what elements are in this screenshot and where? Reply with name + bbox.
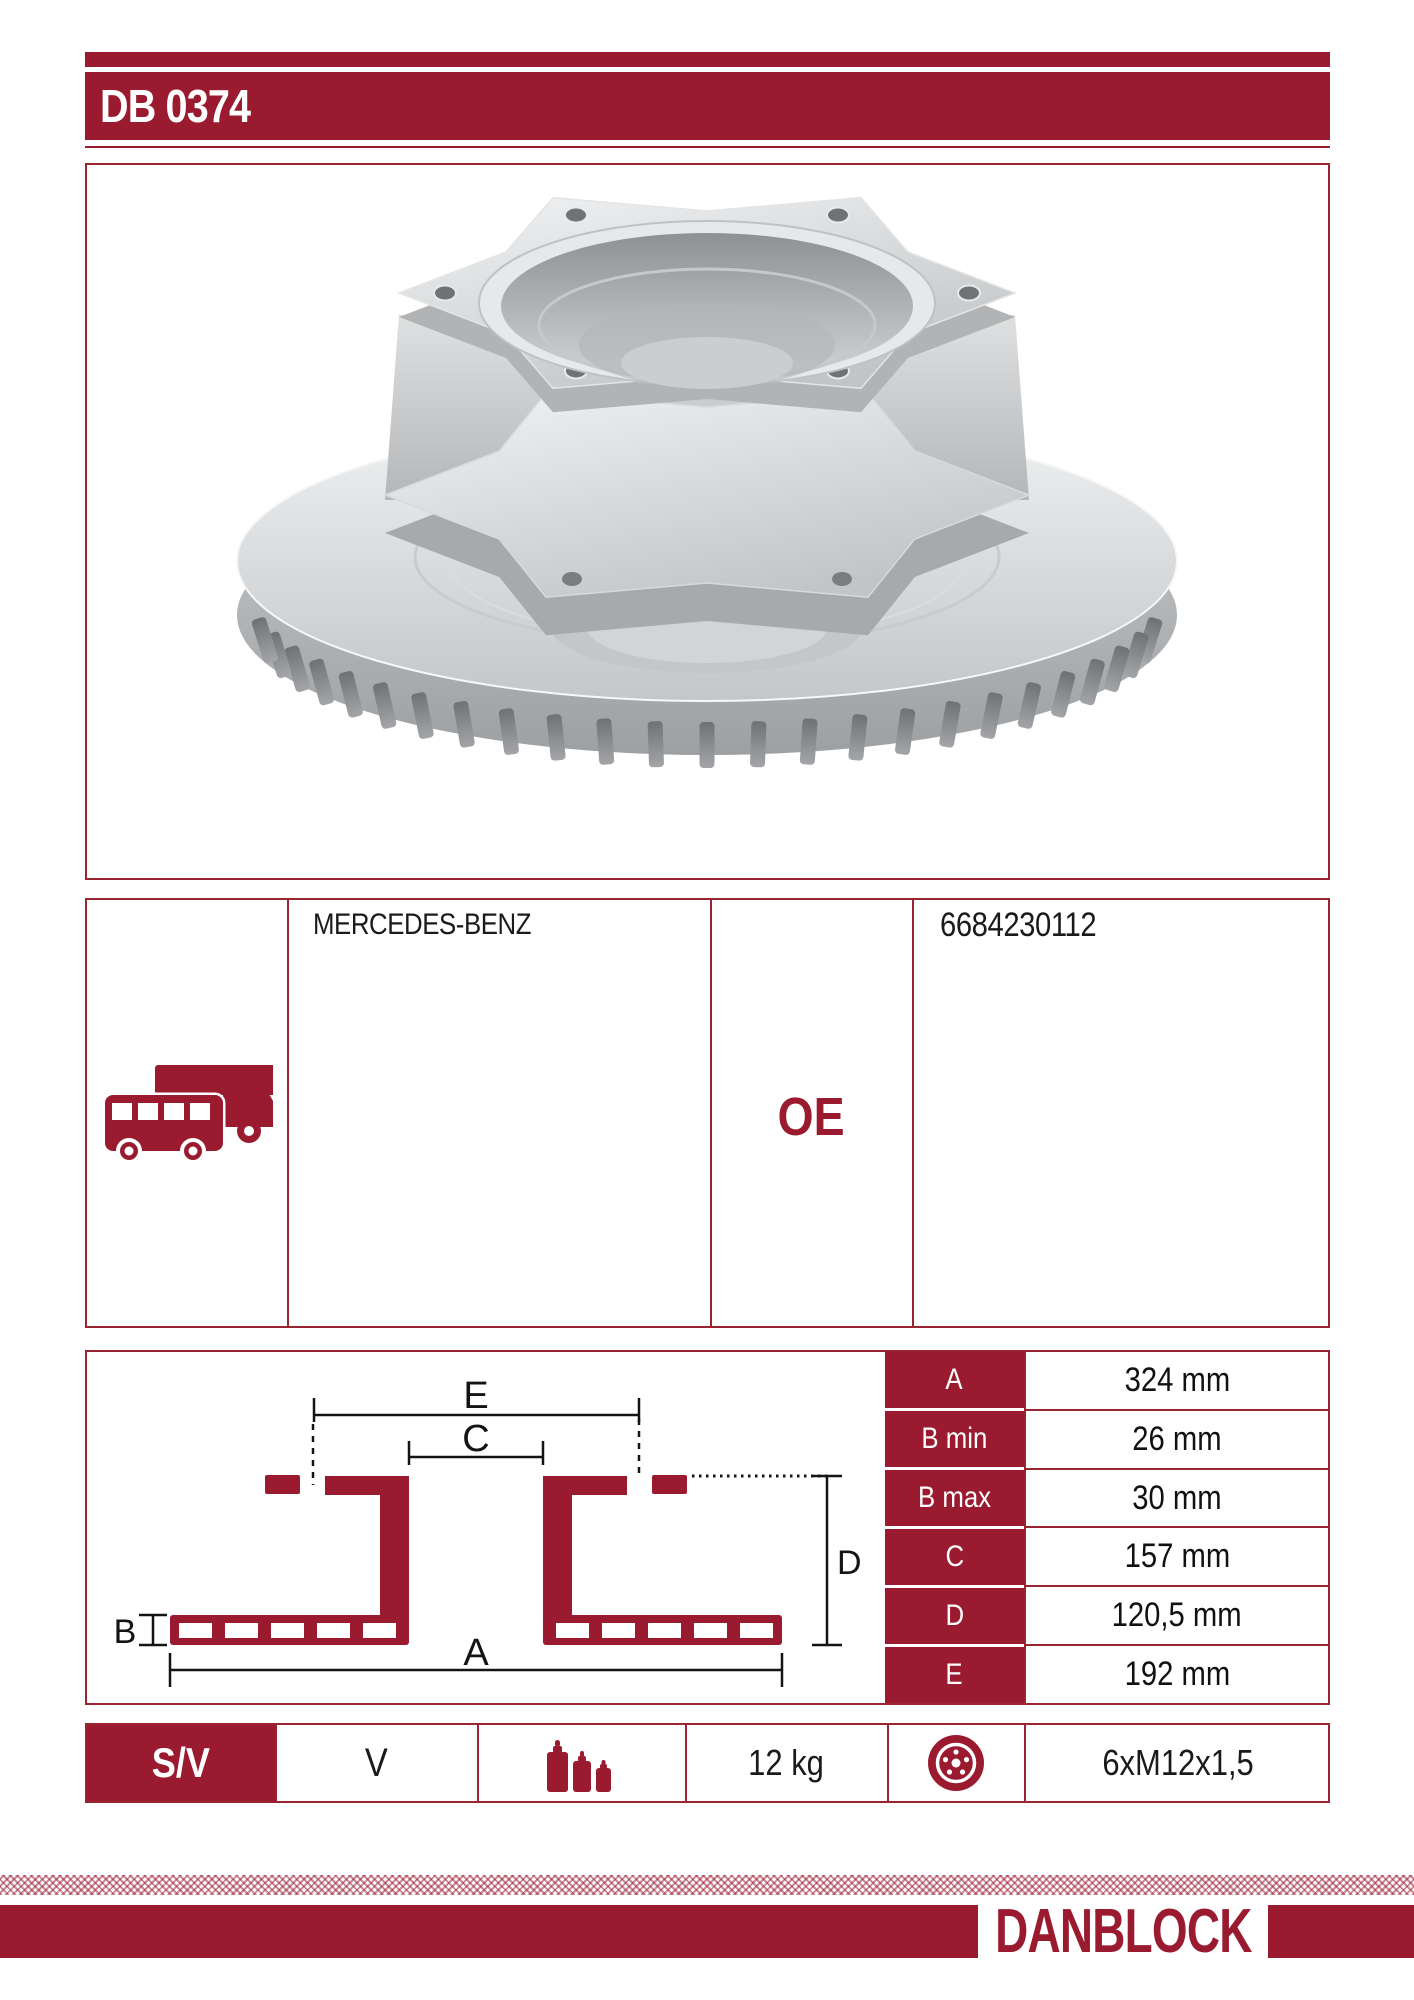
- footer-pattern-strip: [0, 1875, 1414, 1895]
- dimension-value: 324 mm: [1026, 1352, 1328, 1411]
- diagram-label-c: C: [462, 1418, 490, 1460]
- hub-icon-cell: [887, 1725, 1024, 1801]
- header-divider: [85, 146, 1330, 148]
- brake-disc-image: [87, 165, 1328, 878]
- dimensions-section: [85, 1350, 1330, 1705]
- dimension-label: A: [885, 1352, 1024, 1408]
- manufacturer-cell: [313, 908, 567, 942]
- diagram-label-e: E: [463, 1375, 489, 1417]
- dimension-value: 30 mm: [1026, 1470, 1328, 1529]
- dimension-value: 157 mm: [1026, 1528, 1328, 1587]
- dimension-value: 26 mm: [1026, 1411, 1328, 1470]
- bus-truck-icon: [103, 1065, 273, 1163]
- vehicle-cell: [87, 1058, 289, 1170]
- attributes-row: [85, 1723, 1330, 1803]
- thread-cell: 6xM12x1,5: [1102, 1742, 1254, 1783]
- application-table: [85, 898, 1330, 1328]
- header-bar: [85, 72, 1330, 140]
- weights-icon: [545, 1734, 617, 1792]
- manufacturer-name: MERCEDES-BENZ: [313, 908, 532, 941]
- dimension-label: B min: [885, 1411, 1024, 1467]
- dimension-label: E: [885, 1647, 1024, 1703]
- diagram-label-a: A: [463, 1632, 489, 1674]
- dimension-label: B max: [885, 1470, 1024, 1526]
- weight-cell: 12 kg: [748, 1742, 824, 1783]
- brand-logo-text: DANBLOCK: [994, 1897, 1252, 1966]
- cross-section-diagram: [87, 1352, 887, 1703]
- footer-bar-left: [0, 1905, 978, 1958]
- dimension-label: D: [885, 1588, 1024, 1644]
- product-image-box: [85, 163, 1330, 880]
- oe-label: OE: [777, 1087, 845, 1147]
- sv-value-cell: V: [364, 1740, 388, 1785]
- sv-label-cell: S/V: [87, 1725, 275, 1801]
- part-number: DB 0374: [100, 80, 251, 132]
- footer-bar-right: [1268, 1905, 1414, 1958]
- oe-number-cell: [940, 906, 1122, 945]
- dimension-label: C: [885, 1529, 1024, 1585]
- oe-number: 6684230112: [940, 906, 1097, 944]
- brand-logo: [978, 1897, 1268, 1966]
- oe-cell: [710, 1078, 912, 1156]
- header-accent-bar: [85, 52, 1330, 67]
- hub-icon: [927, 1734, 985, 1792]
- dimension-values-column: [1024, 1352, 1328, 1703]
- diagram-label-b: B: [113, 1613, 137, 1651]
- weight-icon-cell: [477, 1725, 685, 1801]
- table-divider: [912, 900, 914, 1326]
- dimension-value: 120,5 mm: [1026, 1587, 1328, 1646]
- dimension-labels-column: [885, 1352, 1024, 1703]
- diagram-label-d: D: [837, 1544, 862, 1582]
- dimension-value: 192 mm: [1124, 1655, 1230, 1694]
